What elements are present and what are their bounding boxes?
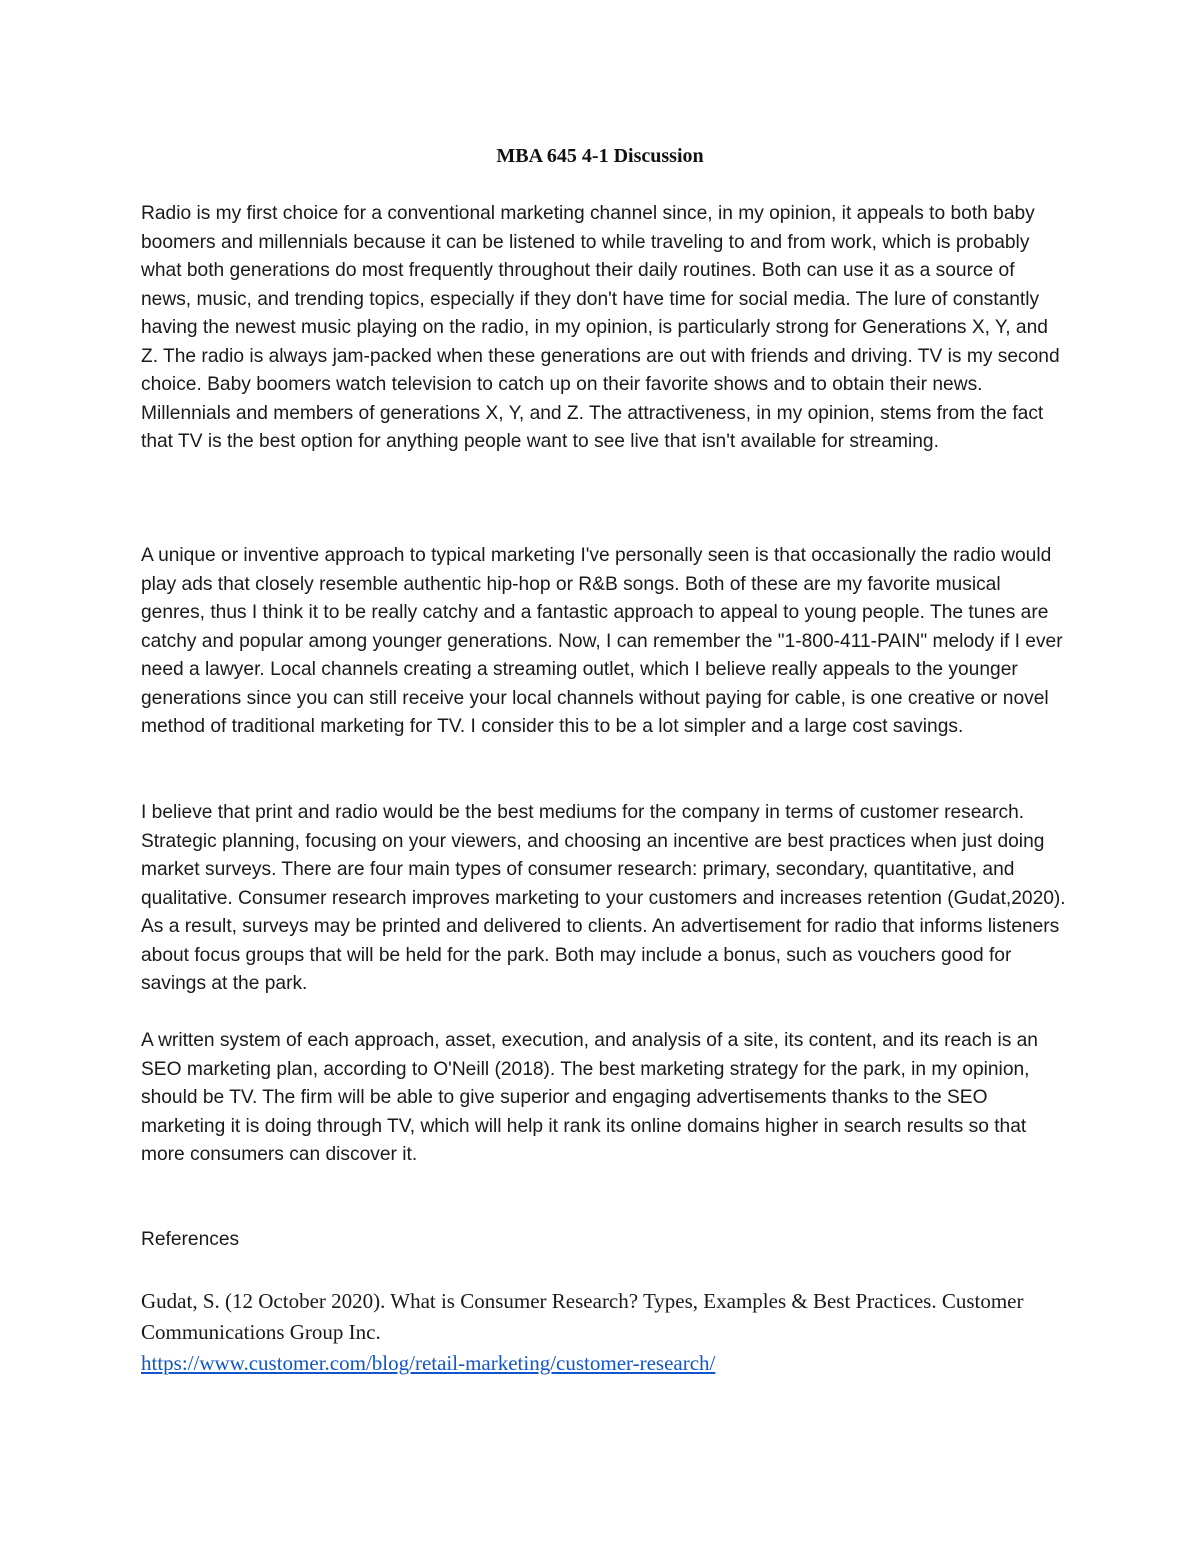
paragraph-customer-research: I believe that print and radio would be the best mediums for the company in terms of customer research. Strategic planning, focusing on your viewers, and choosing an incentive are best practices when just doing market surveys. There are four main types of consumer research: primary, secondary, quantitative, and qualitative. Consumer research improves marketing to your customers and increases retention (Gudat,2020). As a result, surveys may be printed and delivered to clients. An advertisement for radio that informs listeners about focus groups that will be held for the park. Both may include a bonus, such as vouchers good for savings at the park. — [141, 802, 1066, 994]
reference-citation: Gudat, S. (12 October 2020). What is Consumer Research? Types, Examples & Best Practices. Customer Communications Group Inc. — [141, 1289, 1024, 1344]
paragraph-creative-approach: A unique or inventive approach to typical marketing I've personally seen is that occasionally the radio would play ads that closely resemble authentic hip-hop or R&B songs. Both of these are my favorite musical genres, thus I think it to be really catchy and a fantastic approach to appeal to young people. The tunes are catchy and popular among younger generations. Now, I can remember the "1-800-411-PAIN" melody if I ever need a lawyer. Local channels creating a streaming outlet, which I believe really appeals to the younger generations since you can still receive your local channels without paying for cable, is one creative or novel method of traditional marketing for TV. I consider this to be a lot simpler and a large cost savings. — [141, 545, 1063, 737]
reference-link[interactable]: https://www.customer.com/blog/retail-marketing/customer-research/ — [141, 1351, 716, 1375]
references-heading: References — [141, 1229, 240, 1250]
paragraph-seo-plan: A written system of each approach, asset, execution, and analysis of a site, its content, and its reach is an SEO marketing plan, according to O'Neill (2018). The best marketing strategy for the park, in my opinion, should be TV. The firm will be able to give superior and engaging advertisements thanks to the SEO marketing it is doing through TV, which will help it rank its online domains higher in search results so that more consumers can discover it. — [141, 1030, 1038, 1165]
paragraph-radio-tv: Radio is my first choice for a conventional marketing channel since, in my opinion, it appeals to both baby boomers and millennials because it can be listened to while traveling to and from work, which is probably what both generations do most frequently throughout their daily routines. Both can use it as a source of news, music, and trending topics, especially if they don't have time for social media. The lure of constantly having the newest music playing on the radio, in my opinion, is particularly strong for Generations X, Y, and Z. The radio is always jam-packed when these generations are out with friends and driving. TV is my second choice. Baby boomers watch television to catch up on their favorite shows and to obtain their news. Millennials and members of generations X, Y, and Z. The attractiveness, in my opinion, stems from the fact that TV is the best option for anything people want to see live that isn't available for streaming. — [141, 203, 1060, 452]
document-title: MBA 645 4-1 Discussion — [496, 145, 704, 167]
